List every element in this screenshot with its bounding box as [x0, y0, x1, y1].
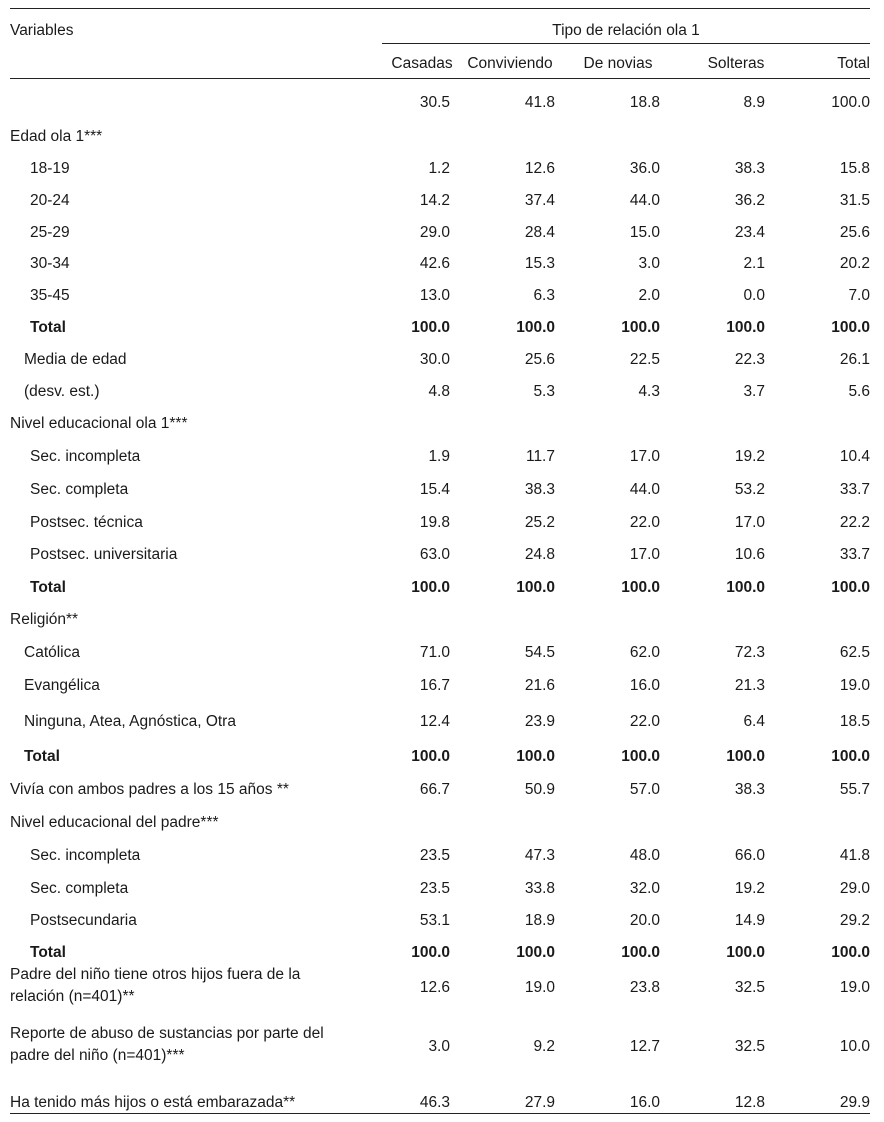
row-value: 16.0 [629, 677, 660, 694]
row-value: 25.2 [524, 514, 555, 531]
row-value: 20.2 [839, 255, 870, 272]
bottom-rule [10, 1113, 870, 1114]
row-label: Reporte de abuso de sustancias por parte del padre del niño (n=401)*** [10, 1025, 324, 1064]
distribution-value: 41.8 [524, 94, 555, 111]
row-value: 62.0 [629, 644, 660, 661]
row-value: 63.0 [419, 546, 450, 563]
row-label: Postsec. universitaria [30, 546, 178, 563]
row-value: 100.0 [516, 748, 555, 765]
row-value: 0.0 [743, 287, 765, 304]
row-value: 9.2 [533, 1038, 555, 1055]
row-value: 72.3 [734, 644, 765, 661]
row-value: 13.0 [419, 287, 450, 304]
row-value: 3.7 [743, 383, 765, 400]
row-value: 19.0 [839, 979, 870, 996]
row-value: 23.9 [524, 713, 555, 730]
row-value: 100.0 [516, 944, 555, 961]
row-value: 37.4 [524, 192, 555, 209]
row-label: (desv. est.) [24, 383, 100, 400]
row-value: 12.7 [629, 1038, 660, 1055]
row-value: 100.0 [726, 319, 765, 336]
row-value: 29.2 [839, 912, 870, 929]
header-rule [10, 78, 870, 79]
row-value: 32.0 [629, 880, 660, 897]
row-value: 100.0 [726, 748, 765, 765]
row-value: 100.0 [411, 944, 450, 961]
row-value: 36.2 [734, 192, 765, 209]
row-label: Ha tenido más hijos o está embarazada** [10, 1094, 296, 1111]
row-value: 22.3 [734, 351, 765, 368]
row-value: 100.0 [621, 748, 660, 765]
row-value: 66.7 [419, 781, 450, 798]
row-value: 25.6 [524, 351, 555, 368]
row-label: Nivel educacional ola 1*** [10, 415, 188, 432]
row-value: 26.1 [839, 351, 870, 368]
row-value: 55.7 [839, 781, 870, 798]
row-label: Religión** [10, 611, 79, 628]
row-value: 100.0 [831, 579, 870, 596]
row-value: 66.0 [734, 847, 765, 864]
row-value: 29.0 [419, 224, 450, 241]
row-value: 23.5 [419, 847, 450, 864]
row-label: Nivel educacional del padre*** [10, 814, 219, 831]
row-value: 33.7 [839, 481, 870, 498]
row-value: 100.0 [621, 944, 660, 961]
row-value: 100.0 [516, 579, 555, 596]
row-label: Postsecundaria [30, 912, 137, 929]
row-label: Padre del niño tiene otros hijos fuera de la relación (n=401)** [10, 966, 301, 1005]
col-header-casadas: Casadas [391, 55, 453, 72]
row-label: Media de edad [24, 351, 127, 368]
distribution-value: 8.9 [743, 94, 765, 111]
row-value: 44.0 [629, 192, 660, 209]
row-value: 100.0 [621, 579, 660, 596]
col-header-de-novias: De novias [583, 55, 653, 72]
row-value: 21.3 [734, 677, 765, 694]
row-label: Evangélica [24, 677, 100, 694]
row-value: 32.5 [734, 979, 765, 996]
row-value: 12.8 [734, 1094, 765, 1111]
row-value: 15.4 [419, 481, 450, 498]
row-value: 23.8 [629, 979, 660, 996]
row-value: 18.9 [524, 912, 555, 929]
row-value: 33.7 [839, 546, 870, 563]
row-value: 53.1 [419, 912, 450, 929]
row-value: 2.0 [638, 287, 660, 304]
col-header-solteras: Solteras [707, 55, 765, 72]
row-value: 38.3 [734, 160, 765, 177]
row-label: 20-24 [30, 192, 70, 209]
row-label: Sec. incompleta [30, 448, 141, 465]
row-value: 23.4 [734, 224, 765, 241]
col-header-total: Total [837, 55, 870, 72]
row-value: 100.0 [831, 748, 870, 765]
row-value: 10.0 [839, 1038, 870, 1055]
row-label: Sec. incompleta [30, 847, 141, 864]
row-value: 6.3 [533, 287, 555, 304]
top-rule [10, 8, 870, 9]
row-value: 4.8 [428, 383, 450, 400]
row-value: 4.3 [638, 383, 660, 400]
row-value: 17.0 [629, 448, 660, 465]
row-value: 2.1 [743, 255, 765, 272]
row-value: 12.4 [419, 713, 450, 730]
row-value: 54.5 [524, 644, 555, 661]
row-label: Católica [24, 644, 80, 661]
row-value: 17.0 [734, 514, 765, 531]
row-value: 22.2 [839, 514, 870, 531]
row-label: 25-29 [30, 224, 70, 241]
row-value: 44.0 [629, 481, 660, 498]
group-header: Tipo de relación ola 1 [552, 22, 700, 39]
row-value: 11.7 [525, 448, 555, 465]
row-value: 5.3 [533, 383, 555, 400]
row-label: Edad ola 1*** [10, 128, 103, 145]
group-rule [382, 43, 870, 44]
row-value: 7.0 [848, 287, 870, 304]
row-value: 71.0 [419, 644, 450, 661]
row-value: 100.0 [411, 748, 450, 765]
row-value: 57.0 [629, 781, 660, 798]
row-label: Total [30, 944, 66, 961]
row-value: 100.0 [831, 319, 870, 336]
row-value: 53.2 [734, 481, 765, 498]
row-value: 15.0 [629, 224, 660, 241]
row-value: 18.5 [839, 713, 870, 730]
row-value: 27.9 [524, 1094, 555, 1111]
distribution-value: 18.8 [629, 94, 660, 111]
row-value: 62.5 [839, 644, 870, 661]
row-value: 46.3 [419, 1094, 450, 1111]
row-value: 17.0 [629, 546, 660, 563]
row-value: 28.4 [524, 224, 555, 241]
row-value: 50.9 [524, 781, 555, 798]
row-label: Total [30, 319, 66, 336]
row-value: 100.0 [621, 319, 660, 336]
row-label: Sec. completa [30, 481, 129, 498]
row-label: 18-19 [30, 160, 70, 177]
row-value: 29.0 [839, 880, 870, 897]
row-value: 6.4 [743, 713, 765, 730]
row-value: 14.9 [734, 912, 765, 929]
row-value: 38.3 [524, 481, 555, 498]
row-value: 47.3 [524, 847, 555, 864]
row-value: 15.3 [524, 255, 555, 272]
row-label: Total [30, 579, 66, 596]
row-value: 12.6 [524, 160, 555, 177]
row-value: 10.4 [839, 448, 870, 465]
row-value: 32.5 [734, 1038, 765, 1055]
row-value: 15.8 [839, 160, 870, 177]
row-label: 35-45 [30, 287, 70, 304]
row-value: 1.2 [428, 160, 450, 177]
row-value: 25.6 [839, 224, 870, 241]
row-value: 22.0 [629, 713, 660, 730]
row-value: 21.6 [524, 677, 555, 694]
row-value: 3.0 [428, 1038, 450, 1055]
row-value: 42.6 [419, 255, 450, 272]
row-value: 100.0 [411, 319, 450, 336]
row-value: 23.5 [419, 880, 450, 897]
row-value: 41.8 [839, 847, 870, 864]
row-value: 19.2 [734, 880, 765, 897]
col-header-conviviendo: Conviviendo [467, 55, 553, 72]
row-value: 22.5 [629, 351, 660, 368]
row-value: 12.6 [419, 979, 450, 996]
row-value: 1.9 [428, 448, 450, 465]
row-value: 30.0 [419, 351, 450, 368]
row-value: 100.0 [831, 944, 870, 961]
variables-header: Variables [10, 22, 74, 39]
row-label: Postsec. técnica [30, 514, 143, 531]
row-value: 100.0 [726, 579, 765, 596]
row-value: 10.6 [734, 546, 765, 563]
row-value: 16.7 [419, 677, 450, 694]
row-value: 29.9 [839, 1094, 870, 1111]
row-value: 16.0 [629, 1094, 660, 1111]
row-value: 19.0 [839, 677, 870, 694]
row-value: 33.8 [524, 880, 555, 897]
row-label: Ninguna, Atea, Agnóstica, Otra [24, 713, 236, 730]
row-value: 20.0 [629, 912, 660, 929]
row-value: 22.0 [629, 514, 660, 531]
row-value: 19.0 [524, 979, 555, 996]
row-label: Sec. completa [30, 880, 129, 897]
row-value: 38.3 [734, 781, 765, 798]
row-value: 5.6 [848, 383, 870, 400]
row-value: 100.0 [726, 944, 765, 961]
row-value: 31.5 [839, 192, 870, 209]
row-label: Total [24, 748, 60, 765]
distribution-value: 100.0 [831, 94, 870, 111]
row-label: Vivía con ambos padres a los 15 años ** [10, 781, 289, 798]
row-value: 14.2 [419, 192, 450, 209]
row-value: 19.2 [734, 448, 765, 465]
distribution-value: 30.5 [419, 94, 450, 111]
row-value: 36.0 [629, 160, 660, 177]
row-label: 30-34 [30, 255, 70, 272]
row-value: 100.0 [411, 579, 450, 596]
row-value: 48.0 [629, 847, 660, 864]
row-value: 24.8 [524, 546, 555, 563]
row-value: 19.8 [419, 514, 450, 531]
row-value: 3.0 [638, 255, 660, 272]
row-value: 100.0 [516, 319, 555, 336]
